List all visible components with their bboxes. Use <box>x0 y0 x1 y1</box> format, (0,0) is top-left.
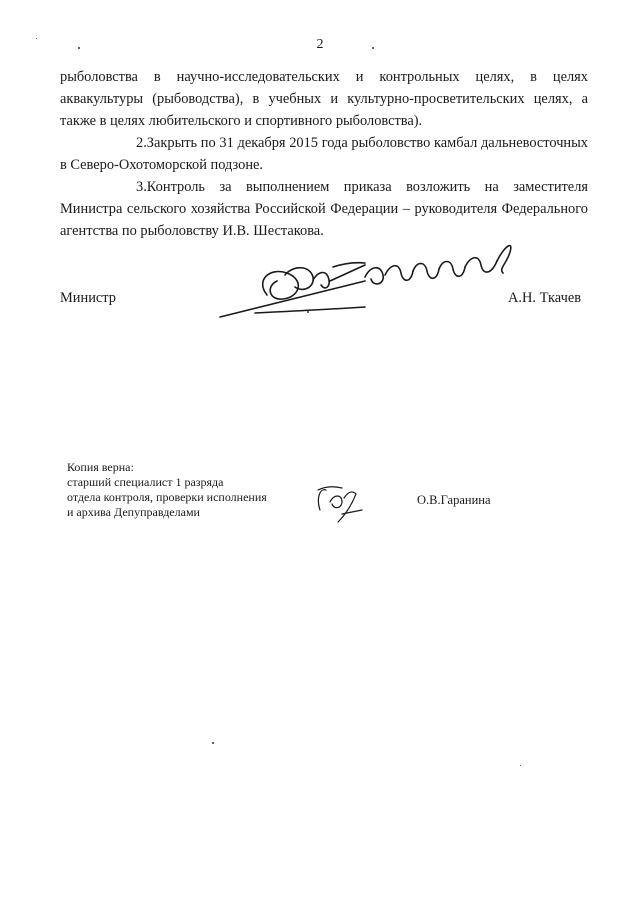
paragraph-text: рыболовства в научно-исследовательских и контрольных целях, в целях аквакультуры (рыбоводства), в учебных и культурно-просветительских целях, а также в целях любительского и спортивного рыболовства). <box>60 69 588 129</box>
scan-speck <box>520 765 521 766</box>
certification-line: и архива Депуправделами <box>67 505 200 519</box>
certification-line: старший специалист 1 разряда <box>67 475 224 489</box>
document-body <box>60 66 588 242</box>
paragraph-continuation <box>60 66 588 132</box>
paragraph-number: 2. <box>136 135 147 151</box>
paragraph-text: Контроль за выполнением приказа возложить на заместителя Министра сельского хозяйства Российской Федерации – руководителя Федерального агентства по рыболовству И.В. Шестакова. <box>60 179 588 239</box>
paragraph-number: 3. <box>136 179 147 195</box>
paragraph-2 <box>60 132 588 176</box>
certification-signature <box>312 480 368 526</box>
certification-line: отдела контроля, проверки исполнения <box>67 490 267 504</box>
scan-speck <box>36 38 37 39</box>
paragraph-text: Закрыть по 31 декабря 2015 года рыболовство камбал дальневосточных в Северо-Охотоморской подзоне. <box>60 135 588 173</box>
certification-line: Копия верна: <box>67 460 134 474</box>
signatory-title: Министр <box>60 290 116 306</box>
scan-speck <box>372 47 374 49</box>
page-number: 2 <box>316 37 324 52</box>
handwritten-signature <box>215 225 525 325</box>
certifier-name: О.В.Гаранина <box>417 493 491 507</box>
copy-certification <box>67 460 267 520</box>
scan-speck <box>212 742 214 744</box>
signatory-name: А.Н. Ткачев <box>508 290 582 306</box>
scan-speck <box>78 47 80 49</box>
